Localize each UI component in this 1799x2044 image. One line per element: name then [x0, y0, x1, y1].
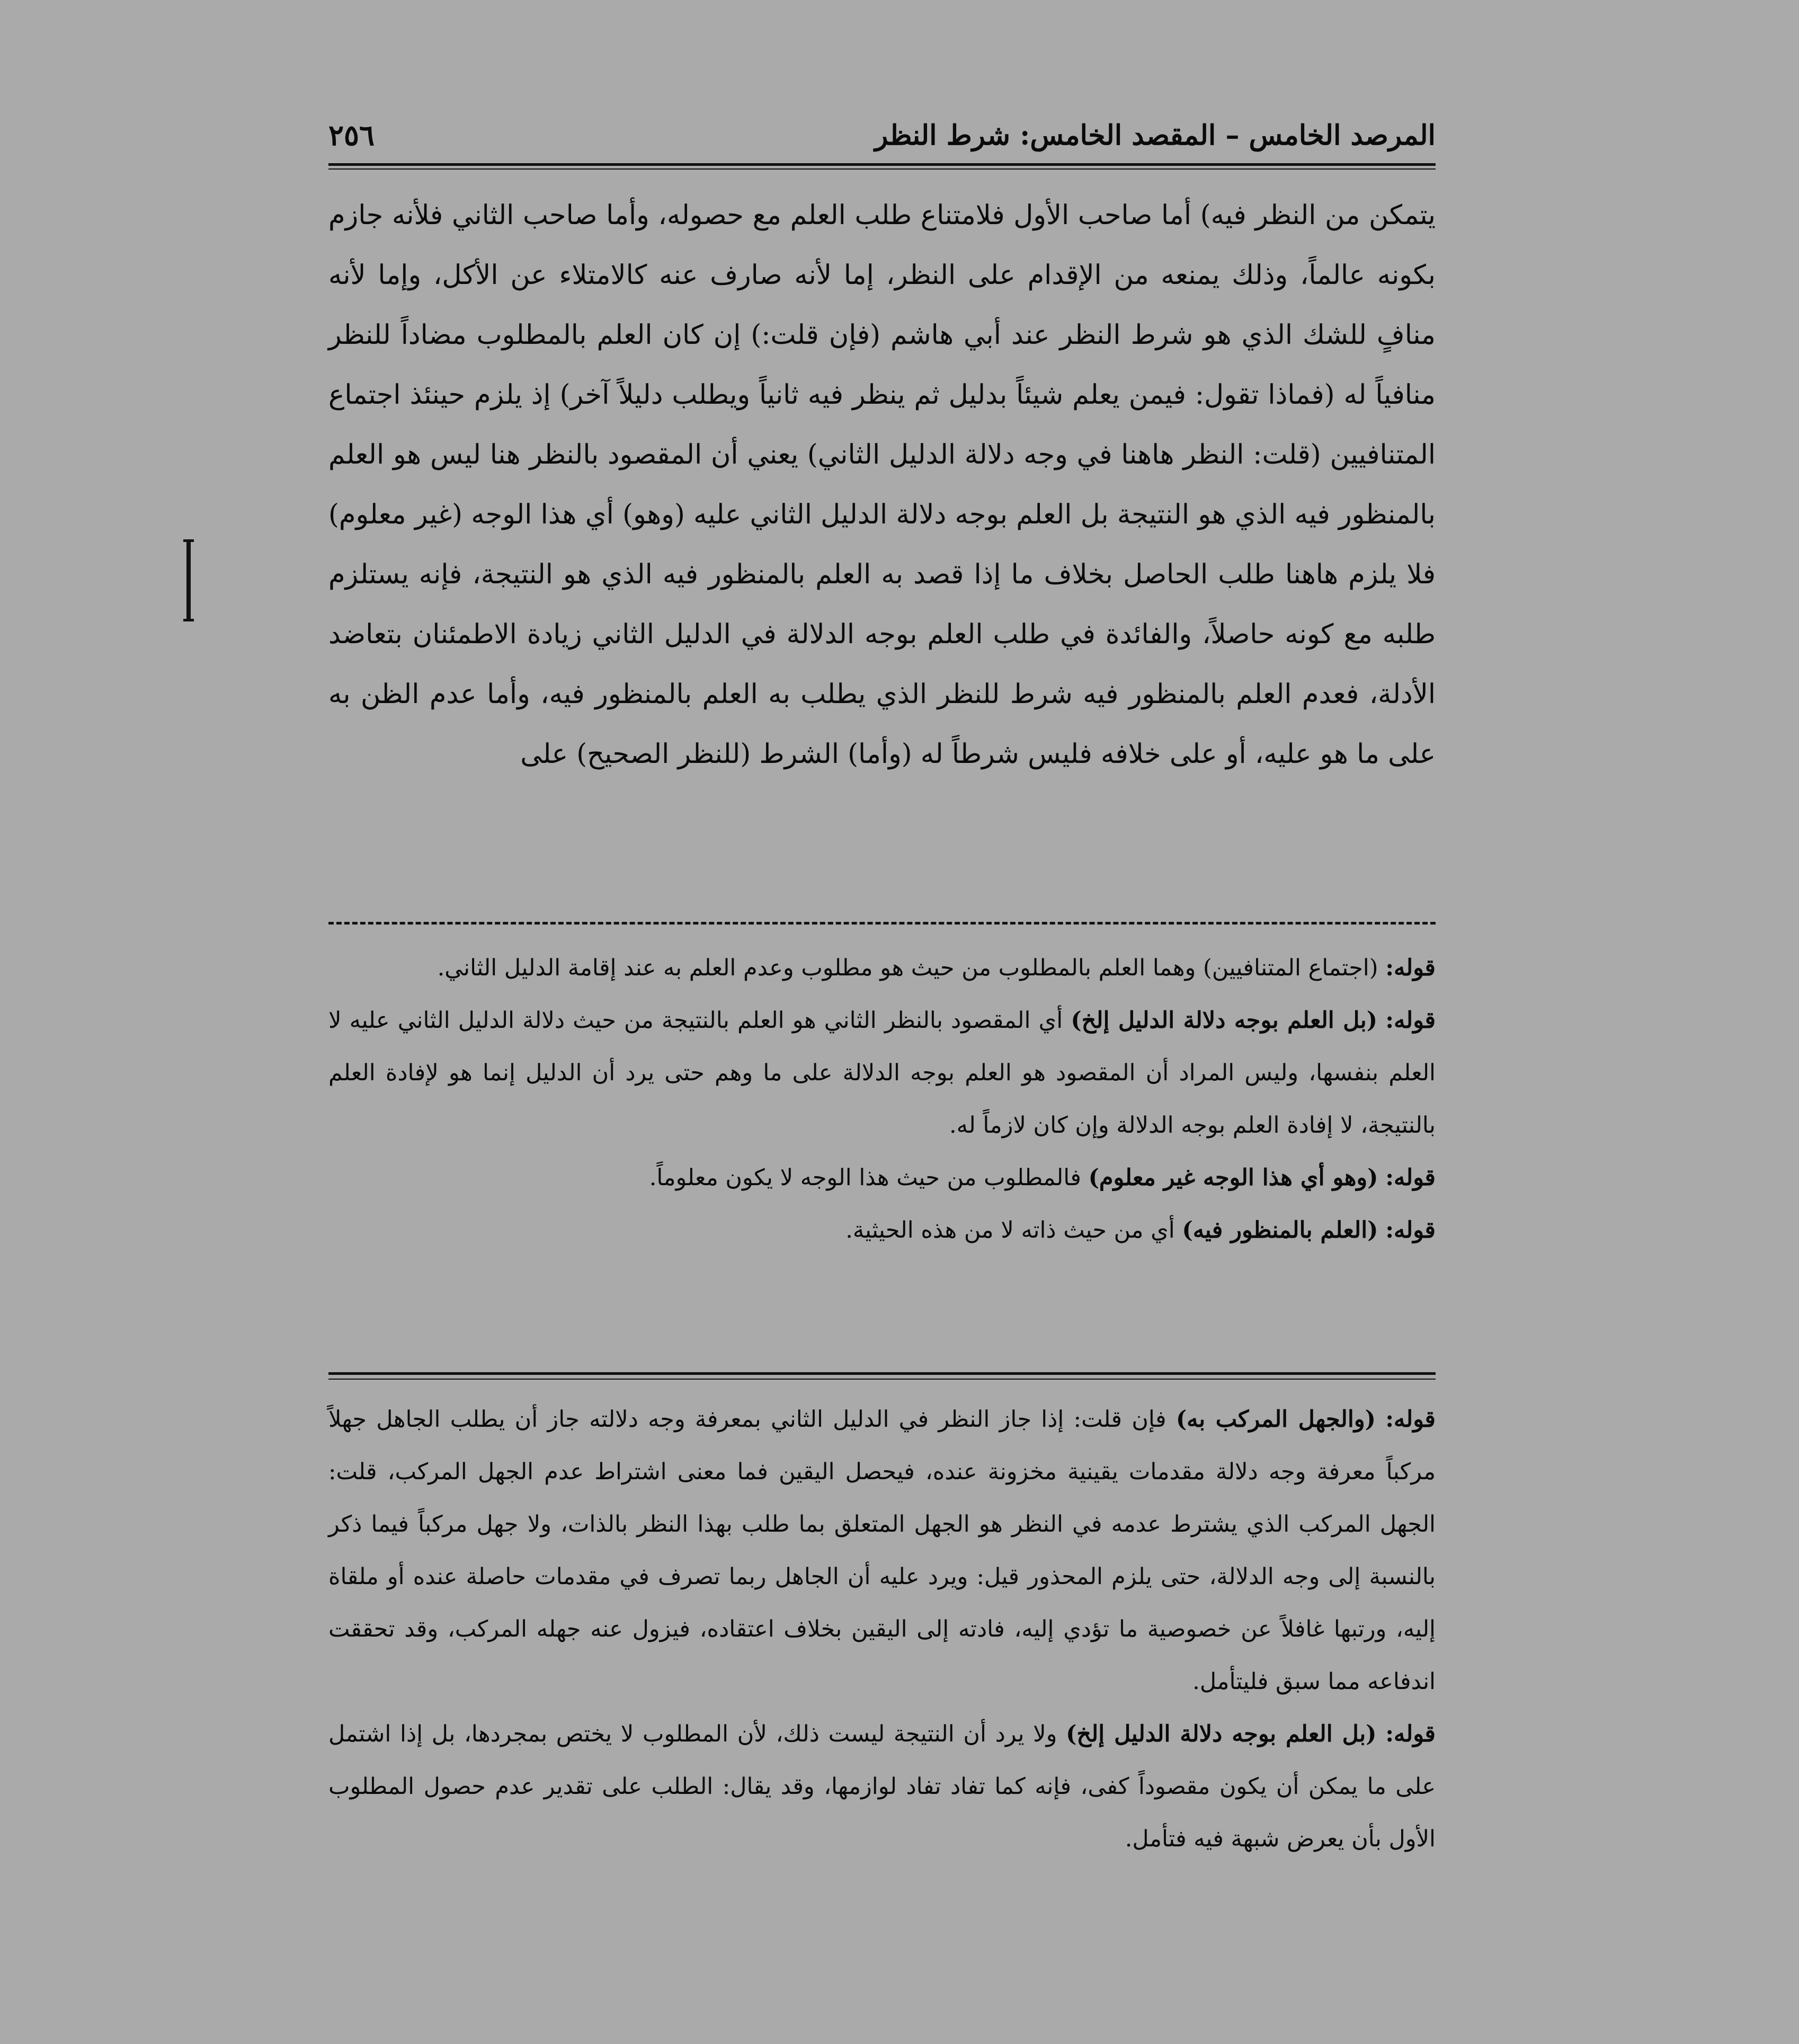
footnote-quote: (وهو أي هذا الوجه غير معلوم) [1088, 1165, 1378, 1191]
note-quote: (بل العلم بوجه دلالة الدليل إلخ) [1066, 1721, 1377, 1747]
footnote-label: قوله: [1385, 1007, 1436, 1034]
footnote-text: أي المقصود بالنظر الثاني هو العلم بالنتيجة من حيث دلالة الدليل الثاني عليه لا العلم بنفسها، وليس المراد أن المقصود هو العلم بوجه الدلالة على ما وهم حتى يرد أن الدليل إنما هو لإفادة العلم بالنتيجة، لا إفادة العلم بوجه الدلالة وإن كان لازماً له. [328, 1007, 1436, 1139]
note-quote: (والجهل المركب به) [1175, 1406, 1376, 1433]
footnote-label: قوله: [1385, 1165, 1436, 1191]
second-commentary [328, 1393, 1436, 1865]
header-rule-thin [328, 168, 1436, 170]
footnote [328, 1204, 1436, 1257]
footnote-text: (اجتماع المتنافيين) وهما العلم بالمطلوب من حيث هو مطلوب وعدم العلم به عند إقامة الدليل الثاني. [437, 955, 1378, 981]
commentary-note [328, 1393, 1436, 1708]
footnote-label: قوله: [1385, 955, 1436, 981]
footnote-separator [328, 922, 1436, 925]
footnote [328, 1152, 1436, 1204]
commentary-note [328, 1708, 1436, 1865]
notes-separator [328, 1372, 1436, 1375]
footnote-text: أي من حيث ذاته لا من هذه الحيثية. [845, 1217, 1175, 1243]
footnotes [328, 942, 1436, 1257]
footnote-label: قوله: [1385, 1217, 1436, 1243]
page-number: ٢٥٦ [328, 118, 375, 152]
footnote-quote: (العلم بالمنظور فيه) [1182, 1217, 1378, 1243]
footnote [328, 942, 1436, 994]
note-text: فإن قلت: إذا جاز النظر في الدليل الثاني بمعرفة وجه دلالته جاز أن يطلب الجاهل جهلاً مركباً معرفة وجه دلالة مقدمات يقينية مخزونة عنده، فيحصل اليقين فما معنى اشتراط عدم الجهل المركب، قلت: الجهل المركب الذي يشترط عدمه في النظر هو الجهل المتعلق بما طلب بهذا النظر بالذات، ولا جهل مركباً فيما ذكر بالنسبة إلى وجه الدلالة، حتى يلزم المحذور قيل: ويرد عليه أن الجاهل ربما تصرف في مقدمات حاصلة عنده أو ملقاة إليه، ورتبها غافلاً عن خصوصية ما تؤدي إليه، فادته إلى اليقين بخلاف اعتقاده، فيزول عنه جهله المركب، وقد تحققت اندفاعه مما سبق فليتأمل. [328, 1406, 1436, 1695]
note-label: قوله: [1385, 1406, 1436, 1433]
main-text: يتمكن من النظر فيه) أما صاحب الأول فلامتناع طلب العلم مع حصوله، وأما صاحب الثاني فلأنه جازم بكونه عالماً، وذلك يمنعه من الإقدام على النظر، إما لأنه صارف عنه كالامتلاء عن الأكل، وإما لأنه منافٍ للشك الذي هو شرط النظر عند أبي هاشم (فإن قلت:) إن كان العلم بالمطلوب مضاداً للنظر منافياً له (فماذا تقول: فيمن يعلم شيئاً بدليل ثم ينظر فيه ثانياً ويطلب دليلاً آخر) إذ يلزم حينئذ اجتماع المتنافيين (قلت: النظر هاهنا في وجه دلالة الدليل الثاني) يعني أن المقصود بالنظر هنا ليس هو العلم بالمنظور فيه الذي هو النتيجة بل العلم بوجه دلالة الدليل الثاني عليه (وهو) أي هذا الوجه (غير معلوم) فلا يلزم هاهنا طلب الحاصل بخلاف ما إذا قصد به العلم بالمنظور فيه الذي هو النتيجة، فإنه يستلزم طلبه مع كونه حاصلاً، والفائدة في طلب العلم بوجه الدلالة في الدليل الثاني زيادة الاطمئنان بتعاضد الأدلة، فعدم العلم بالمنظور فيه شرط للنظر الذي يطلب به العلم بالمنظور فيه، وأما عدم الظن به على ما هو عليه، أو على خلافه فليس شرطاً له (وأما) الشرط (للنظر الصحيح) على [328, 200, 1436, 770]
margin-bracket-mark [180, 535, 196, 625]
header-rule [328, 163, 1436, 166]
book-page [328, 101, 1436, 1944]
footnote-text: فالمطلوب من حيث هذا الوجه لا يكون معلوماً. [649, 1165, 1081, 1191]
page-header [328, 111, 1436, 159]
note-label: قوله: [1385, 1721, 1436, 1747]
footnote-quote: (بل العلم بوجه دلالة الدليل إلخ) [1071, 1007, 1378, 1034]
notes-separator-thin [328, 1379, 1436, 1380]
note-text: ولا يرد أن النتيجة ليست ذلك، لأن المطلوب لا يختص بمجردها، بل إذا اشتمل على ما يمكن أن يكون مقصوداً كفى، فإنه كما تفاد تفاد لوازمها، وقد يقال: الطلب على تقدير عدم حصول المطلوب الأول بأن يعرض شبهة فيه فتأمل. [328, 1721, 1436, 1852]
footnote [328, 994, 1436, 1152]
running-title: المرصد الخامس – المقصد الخامس: شرط النظر [875, 119, 1436, 152]
